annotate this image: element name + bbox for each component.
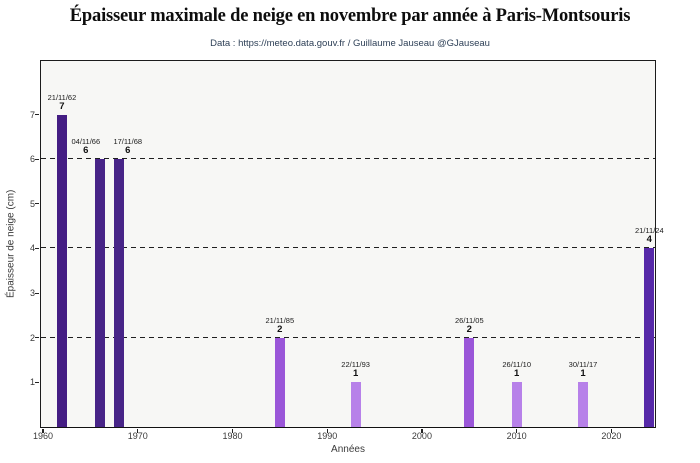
bar-value-label-1993: 1 [352, 368, 359, 380]
x-tick-label-1990: 1990 [317, 431, 338, 441]
bar-date-label-1962: 21/11/62 [47, 92, 77, 102]
bar-1993 [351, 382, 361, 427]
bar-date-label-2005: 26/11/05 [454, 315, 484, 325]
bar-date-label-2017: 30/11/17 [568, 360, 598, 370]
bar-value-label-1968: 6 [125, 145, 131, 157]
x-tick-label-2000: 2000 [411, 431, 432, 441]
bar-annotation-1993 [341, 360, 370, 379]
bar-annotation-1968 [113, 137, 142, 156]
bar-date-label-2010: 26/11/10 [502, 360, 531, 370]
bar-value-label-1966: 6 [83, 145, 89, 157]
y-tick-label-4: 4 [29, 243, 35, 254]
bar-2005 [464, 338, 474, 427]
bar-date-label-1968: 17/11/68 [113, 137, 143, 147]
bar-annotation-2017 [569, 360, 598, 379]
bar-annotation-2005 [455, 316, 484, 335]
bar-annotation-2024 [635, 226, 664, 245]
bar-value-label-2010: 1 [514, 368, 520, 380]
bar-date-label-1966: 04/11/66 [71, 137, 101, 147]
y-tick-7 [35, 114, 39, 115]
bar-2024 [644, 248, 654, 427]
y-tick-1 [35, 382, 39, 383]
bar-date-label-1993: 22/11/93 [341, 360, 370, 370]
bar-value-label-1985: 2 [277, 323, 283, 335]
bar-1966 [95, 159, 105, 427]
bar-1968 [114, 159, 124, 427]
plot-area [29, 60, 664, 441]
x-tick-label-1960: 1960 [32, 431, 53, 441]
chart-subtitle: Data : https://meteo.data.gouv.fr / Guillaume Jauseau @GJauseau [210, 38, 490, 49]
bar-value-label-2017: 1 [580, 368, 586, 380]
x-axis-title: Années [331, 444, 365, 455]
bar-1962 [57, 115, 67, 427]
y-tick-4 [35, 248, 39, 249]
y-tick-label-7: 7 [29, 109, 35, 120]
x-tick-label-2020: 2020 [601, 431, 622, 441]
chart-title: Épaisseur maximale de neige en novembre par année à Paris-Montsouris [69, 6, 631, 26]
x-tick-label-2010: 2010 [506, 431, 527, 441]
y-tick-6 [35, 159, 39, 160]
gridline-y-2 [41, 337, 655, 338]
bar-annotation-1985 [266, 316, 295, 335]
y-tick-label-5: 5 [29, 198, 35, 209]
gridline-y-6 [41, 158, 655, 159]
bar-1985 [275, 338, 285, 427]
x-tick-label-1970: 1970 [127, 431, 148, 441]
y-axis-title: Épaisseur de neige (cm) [5, 189, 17, 299]
bar-annotation-2010 [502, 360, 531, 379]
y-tick-3 [35, 293, 39, 294]
bar-value-label-2024: 4 [646, 234, 652, 246]
bar-annotation-1966 [72, 137, 101, 156]
x-tick-label-1980: 1980 [222, 431, 243, 441]
bar-date-label-1985: 21/11/85 [265, 315, 295, 325]
bar-value-label-2005: 2 [466, 323, 472, 335]
y-tick-label-1: 1 [29, 377, 35, 388]
bar-value-label-1962: 7 [59, 100, 65, 112]
bar-2010 [512, 382, 522, 427]
bar-2017 [578, 382, 588, 427]
y-tick-5 [35, 203, 39, 204]
y-tick-label-2: 2 [29, 332, 35, 343]
bar-date-label-2024: 21/11/24 [634, 226, 664, 236]
gridline-y-4 [41, 247, 655, 248]
y-tick-label-6: 6 [29, 154, 35, 165]
bar-annotation-1962 [48, 93, 77, 112]
y-tick-2 [35, 337, 39, 338]
y-tick-label-3: 3 [29, 288, 35, 299]
